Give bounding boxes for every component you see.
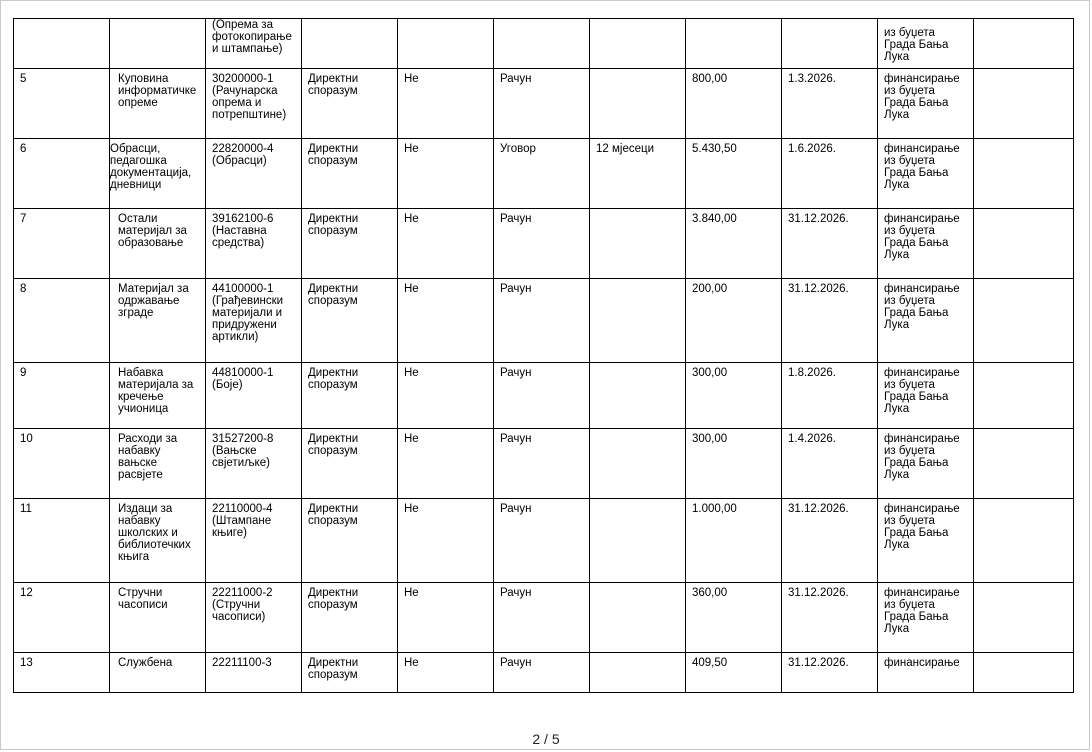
table-row <box>14 279 1074 363</box>
cell-empty <box>974 19 1074 69</box>
cell-item-name: Материјал за одржавање зграде <box>110 279 206 363</box>
cell-row-number: 11 <box>14 499 110 583</box>
cell-funding-source: финансирање из буџета Града Бања Лука <box>878 363 974 429</box>
cell-start-date: 31.12.2026. <box>782 279 878 363</box>
cell-funding-continued: из буџета Града Бања Лука <box>878 19 974 69</box>
cell-duration <box>590 279 686 363</box>
procurement-plan-table <box>13 18 1074 693</box>
cell-empty <box>590 19 686 69</box>
cell-empty <box>14 19 110 69</box>
cell-estimated-value: 409,50 <box>686 653 782 693</box>
cell-item-name: Обрасци, педагошка документација, дневници <box>110 139 206 209</box>
cell-funding-source: финансирање из буџета Града Бања Лука <box>878 279 974 363</box>
table-row <box>14 583 1074 653</box>
cell-funding-source: финансирање из буџета Града Бања Лука <box>878 429 974 499</box>
cell-cpv-continued: (Опрема за фотокопирање и штампање) <box>206 19 302 69</box>
cell-duration <box>590 583 686 653</box>
cell-lots: Не <box>398 139 494 209</box>
cell-item-name: Издаци за набавку школских и библиотечких књига <box>110 499 206 583</box>
table-row <box>14 653 1074 693</box>
cell-contract-type: Рачун <box>494 279 590 363</box>
cell-empty <box>494 19 590 69</box>
cell-cpv-code: 22110000-4 (Штампане књиге) <box>206 499 302 583</box>
cell-duration <box>590 499 686 583</box>
cell-row-number: 7 <box>14 209 110 279</box>
cell-cpv-code: 30200000-1 (Рачунарска опрема и потрепштине) <box>206 69 302 139</box>
cell-procedure: Директни споразум <box>302 653 398 693</box>
table-row <box>14 209 1074 279</box>
cell-note <box>974 583 1074 653</box>
cell-lots: Не <box>398 69 494 139</box>
cell-procedure: Директни споразум <box>302 69 398 139</box>
table-row <box>14 429 1074 499</box>
cell-contract-type: Рачун <box>494 209 590 279</box>
cell-estimated-value: 300,00 <box>686 363 782 429</box>
cell-procedure: Директни споразум <box>302 139 398 209</box>
cell-empty <box>110 19 206 69</box>
cell-item-name: Расходи за набавку вањске расвјете <box>110 429 206 499</box>
cell-start-date: 31.12.2026. <box>782 209 878 279</box>
cell-lots: Не <box>398 209 494 279</box>
cell-duration <box>590 653 686 693</box>
page-indicator: 2 / 5 <box>532 731 560 747</box>
cell-contract-type: Уговор <box>494 139 590 209</box>
cell-contract-type: Рачун <box>494 363 590 429</box>
cell-row-number: 10 <box>14 429 110 499</box>
cell-row-number: 9 <box>14 363 110 429</box>
cell-start-date: 1.6.2026. <box>782 139 878 209</box>
cell-funding-source: финансирање <box>878 653 974 693</box>
cell-note <box>974 69 1074 139</box>
cell-row-number: 6 <box>14 139 110 209</box>
cell-estimated-value: 800,00 <box>686 69 782 139</box>
cell-funding-source: финансирање из буџета Града Бања Лука <box>878 139 974 209</box>
cell-procedure: Директни споразум <box>302 363 398 429</box>
cell-row-number: 5 <box>14 69 110 139</box>
cell-procedure: Директни споразум <box>302 499 398 583</box>
table-row <box>14 139 1074 209</box>
cell-start-date: 1.8.2026. <box>782 363 878 429</box>
table-row-continued <box>14 19 1074 69</box>
cell-item-name: Остали материјал за образовање <box>110 209 206 279</box>
cell-funding-source: финансирање из буџета Града Бања Лука <box>878 69 974 139</box>
cell-cpv-code: 31527200-8 (Вањске свјетиљке) <box>206 429 302 499</box>
cell-procedure: Директни споразум <box>302 429 398 499</box>
cell-funding-source: финансирање из буџета Града Бања Лука <box>878 209 974 279</box>
cell-lots: Не <box>398 363 494 429</box>
cell-estimated-value: 5.430,50 <box>686 139 782 209</box>
cell-note <box>974 279 1074 363</box>
cell-item-name: Службена <box>110 653 206 693</box>
cell-lots: Не <box>398 499 494 583</box>
cell-note <box>974 429 1074 499</box>
cell-item-name: Куповина информатичке опреме <box>110 69 206 139</box>
cell-start-date: 1.4.2026. <box>782 429 878 499</box>
cell-empty <box>686 19 782 69</box>
table-row <box>14 69 1074 139</box>
cell-contract-type: Рачун <box>494 429 590 499</box>
cell-note <box>974 209 1074 279</box>
cell-start-date: 1.3.2026. <box>782 69 878 139</box>
cell-contract-type: Рачун <box>494 499 590 583</box>
cell-row-number: 8 <box>14 279 110 363</box>
cell-note <box>974 139 1074 209</box>
cell-estimated-value: 300,00 <box>686 429 782 499</box>
cell-start-date: 31.12.2026. <box>782 583 878 653</box>
cell-note <box>974 363 1074 429</box>
cell-lots: Не <box>398 429 494 499</box>
cell-lots: Не <box>398 279 494 363</box>
cell-contract-type: Рачун <box>494 69 590 139</box>
cell-contract-type: Рачун <box>494 583 590 653</box>
cell-row-number: 13 <box>14 653 110 693</box>
cell-estimated-value: 3.840,00 <box>686 209 782 279</box>
cell-cpv-code: 22820000-4 (Обрасци) <box>206 139 302 209</box>
cell-estimated-value: 360,00 <box>686 583 782 653</box>
cell-duration <box>590 69 686 139</box>
cell-cpv-code: 22211100-3 <box>206 653 302 693</box>
cell-empty <box>782 19 878 69</box>
cell-procedure: Директни споразум <box>302 583 398 653</box>
cell-start-date: 31.12.2026. <box>782 653 878 693</box>
cell-empty <box>398 19 494 69</box>
cell-procedure: Директни споразум <box>302 209 398 279</box>
cell-item-name: Стручни часописи <box>110 583 206 653</box>
cell-procedure: Директни споразум <box>302 279 398 363</box>
cell-empty <box>302 19 398 69</box>
cell-row-number: 12 <box>14 583 110 653</box>
cell-duration <box>590 429 686 499</box>
cell-cpv-code: 22211000-2 (Стручни часописи) <box>206 583 302 653</box>
cell-cpv-code: 39162100-6 (Наставна средства) <box>206 209 302 279</box>
cell-lots: Не <box>398 653 494 693</box>
cell-start-date: 31.12.2026. <box>782 499 878 583</box>
cell-estimated-value: 200,00 <box>686 279 782 363</box>
cell-lots: Не <box>398 583 494 653</box>
cell-duration <box>590 209 686 279</box>
table-row <box>14 499 1074 583</box>
table-row <box>14 363 1074 429</box>
cell-estimated-value: 1.000,00 <box>686 499 782 583</box>
cell-cpv-code: 44100000-1 (Грађевински материјали и придружени артикли) <box>206 279 302 363</box>
cell-duration <box>590 363 686 429</box>
cell-duration: 12 мјесеци <box>590 139 686 209</box>
cell-note <box>974 499 1074 583</box>
cell-contract-type: Рачун <box>494 653 590 693</box>
cell-cpv-code: 44810000-1 (Боје) <box>206 363 302 429</box>
cell-funding-source: финансирање из буџета Града Бања Лука <box>878 499 974 583</box>
table-body <box>14 19 1074 693</box>
cell-note <box>974 653 1074 693</box>
cell-item-name: Набавка материјала за кречење учионица <box>110 363 206 429</box>
cell-funding-source: финансирање из буџета Града Бања Лука <box>878 583 974 653</box>
